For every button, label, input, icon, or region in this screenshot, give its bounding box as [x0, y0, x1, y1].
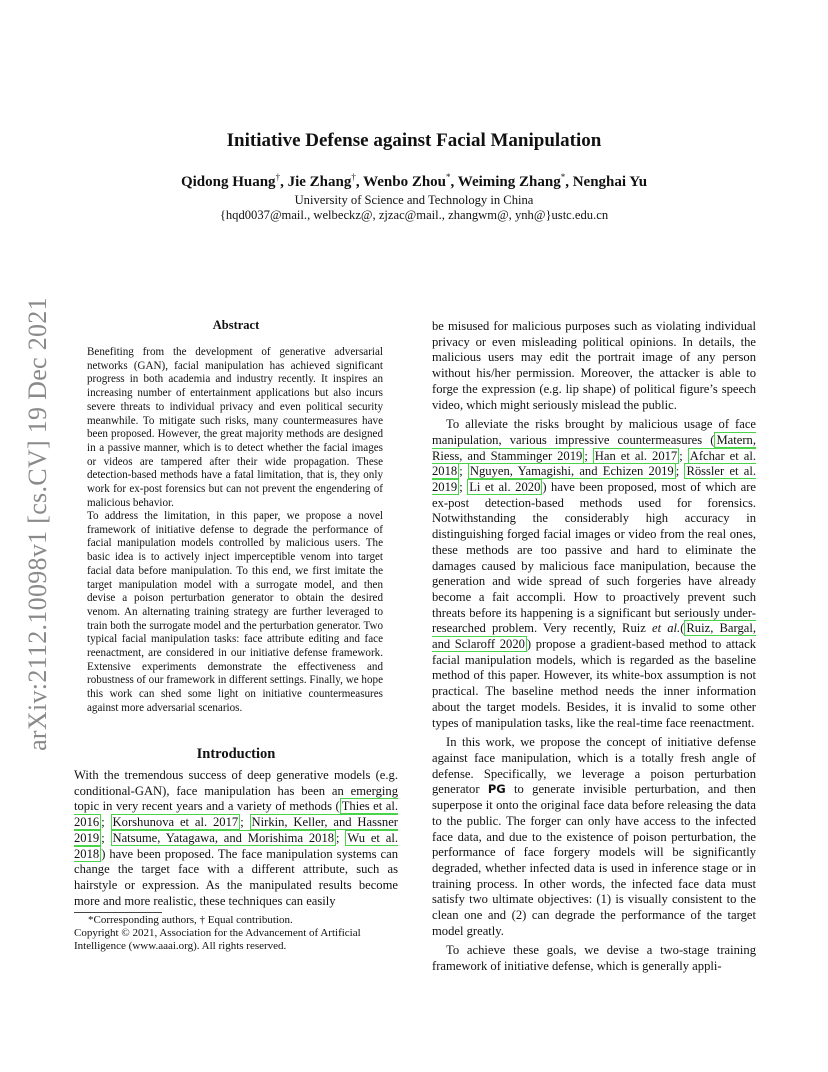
- citation-link[interactable]: Nguyen, Yamagishi, and Echizen 2019: [469, 464, 674, 479]
- introduction-heading: Introduction: [196, 746, 276, 762]
- author-name: Weiming Zhang: [457, 174, 561, 190]
- left-column-body: [74, 768, 398, 909]
- intro-paragraph-4: In this work, we propose the concept of initiative defense against face manipulation, which is a totally fresh angle of defense. Specifically, we leverage a poison perturbation generator PG to generate invisible perturbation, and then superpose it onto the original face data before releasing the data to the public. The forger can only have access to the infected face data, and due to the existence of poison perturbation, the performance of face forgery models will be significantly degraded, whether infected data is used in inference stage or in training process. In other words, the infected face data must satisfy two ultimate objectives: (1) is visually consistent to the clean one and (2) can degrade the performance of the target model greatly.: [432, 735, 756, 938]
- author-name: Wenbo Zhou: [363, 174, 447, 190]
- footnote-divider: [74, 912, 162, 913]
- author-list: Qidong Huang†, Jie Zhang†, Wenbo Zhou*, Weiming Zhang*, Nenghai Yu: [180, 172, 648, 190]
- author-mark: *: [446, 172, 451, 182]
- affiliation: University of Science and Technology in China: [294, 193, 534, 207]
- citation-link[interactable]: Ruiz, Bargal, and Sclaroff 2020: [432, 621, 756, 652]
- intro-paragraph-2: be misused for malicious purposes such as violating individual privacy or even misleading political opinions. In details, the malicious users may edit the portrait image of any person without his/her permission. Moreover, the attacker is able to forge the expression (e.g. lip shape) of political figure’s speech video, which might seriously mislead the public.: [432, 319, 756, 412]
- paper-title: Initiative Defense against Facial Manipulation: [226, 130, 602, 151]
- right-column-body: [432, 319, 756, 975]
- abstract-heading: Abstract: [212, 318, 260, 332]
- author-name: Jie Zhang: [287, 174, 352, 190]
- pg-symbol: PG: [487, 782, 506, 797]
- citation-link[interactable]: Han et al. 2017: [594, 448, 678, 463]
- citation-link[interactable]: Rössler et al. 2019: [432, 464, 756, 495]
- citation-link[interactable]: Natsume, Yatagawa, and Morishima 2018: [112, 830, 335, 845]
- citation-link[interactable]: Thies et al. 2016: [74, 799, 398, 830]
- author-name: Nenghai Yu: [572, 174, 648, 190]
- footnote-copyright: Copyright © 2021, Association for the Advancement of Artificial Intelligence (www.aaai.org). All rights reserved.: [74, 927, 361, 953]
- arxiv-sidebar-stamp: [22, 288, 54, 760]
- citation-link[interactable]: Wu et al. 2018: [74, 830, 398, 861]
- footnote-corresponding: *Corresponding authors, † Equal contribution.: [88, 914, 293, 926]
- citation-link[interactable]: Matern, Riess, and Stamminger 2019: [432, 432, 756, 463]
- author-emails: {hqd0037@mail., welbeckz@, zjzac@mail., zhangwm@, ynh@}ustc.edu.cn: [219, 208, 609, 222]
- author-mark: †: [275, 172, 281, 182]
- intro-paragraph-5: To achieve these goals, we devise a two-stage training framework of initiative defense, which is generally appli-: [432, 943, 756, 974]
- citation-link[interactable]: Afchar et al. 2018: [432, 448, 756, 479]
- citation-link[interactable]: Korshunova et al. 2017: [112, 815, 239, 830]
- abstract-paragraph-2: To address the limitation, in this paper, we propose a novel framework of initiative defense to degrade the performance of facial manipulation models controlled by malicious users. The basic idea is to actively inject imperceptible venom into target facial data before manipulation. To this end, we first imitate the target manipulation model with a surrogate model, and then devise a poison perturbation generator to obtain the desired venom. An alternating training strategy are further leveraged to train both the surrogate model and the perturbation generator. Two typical facial manipulation tasks: face attribute editing and face reenactment, are considered in our initiative defense framework. Extensive experiments demonstrate the effectiveness and robustness of our framework in different settings. Finally, we hope this work can shed some light on initiative countermeasures against more adversarial scenarios.: [87, 510, 383, 714]
- citation-link[interactable]: Nirkin, Keller, and Hassner 2019: [74, 815, 398, 845]
- author-mark: †: [351, 172, 356, 182]
- citation-link[interactable]: Li et al. 2020: [469, 480, 541, 495]
- intro-paragraph-1: With the tremendous success of deep generative models (e.g. conditional-GAN), face manipulation has been an emerging topic in very recent years and a variety of methods ( Thies et al. 2016 ; Korshunova et al. 2017 ; Nirkin, Keller, and Hassner 2019 ; Natsume, Yatagawa, and Morishima 2018 ; Wu et al. 2018 ) have been proposed. The face manipulation systems can change the target face with a different attribute, such as hairstyle or expression. As the manipulated results become more and more realistic, these techniques can easily: [74, 768, 398, 908]
- arxiv-id: arXiv:2112.10098v1 [cs.CV] 19 Dec 2021: [23, 297, 52, 751]
- abstract-paragraph-1: Benefiting from the development of generative adversarial networks (GAN), facial manipulation has achieved significant progress in both academia and industry recently. It inspires an increasing number of entertainment applications but also incurs severe threats to individual privacy and even political security meanwhile. To mitigate such risks, many countermeasures have been proposed. However, the great majority methods are designed in a passive manner, which is to detect whether the facial images or videos are tampered after their wide propagation. These detection-based methods have a fatal limitation, that is, they only work for ex-post forensics but can not prevent the engendering of malicious behavior.: [87, 346, 383, 509]
- author-mark: *: [560, 172, 566, 182]
- intro-paragraph-3: To alleviate the risks brought by malicious usage of face manipulation, various impressive countermeasures ( Matern, Riess, and Stamminger 2019 ; Han et al. 2017 ; Afchar et al. 2018 ; Nguyen, Yamagishi, and Echizen 2019 ; Rössler et al. 2019 ; Li et al. 2020 ) have been proposed, most of which are ex-post detection-based methods used for forensics. Notwithstanding the considerably high accuracy in distinguishing forged facial images or video from the real ones, these methods are too passive and hard to eliminate the damages caused by malicious face manipulation, because the generation and wide spread of such forgeries have already become a fait accompli. How to proactively prevent such threats before its happening is a significant but seriously under-researched problem. Very recently, Ruiz et al.( Ruiz, Bargal, and Sclaroff 2020 ) propose a gradient-based method to attack facial manipulation models, which is regarded as the baseline method of this paper. However, its white-box assumption is not practical. The baseline method needs the inner information about the target models. Besides, it is invalid to some other types of manipulation tasks, like the real-time face reenactment.: [432, 417, 757, 730]
- author-name: Qidong Huang: [180, 174, 276, 190]
